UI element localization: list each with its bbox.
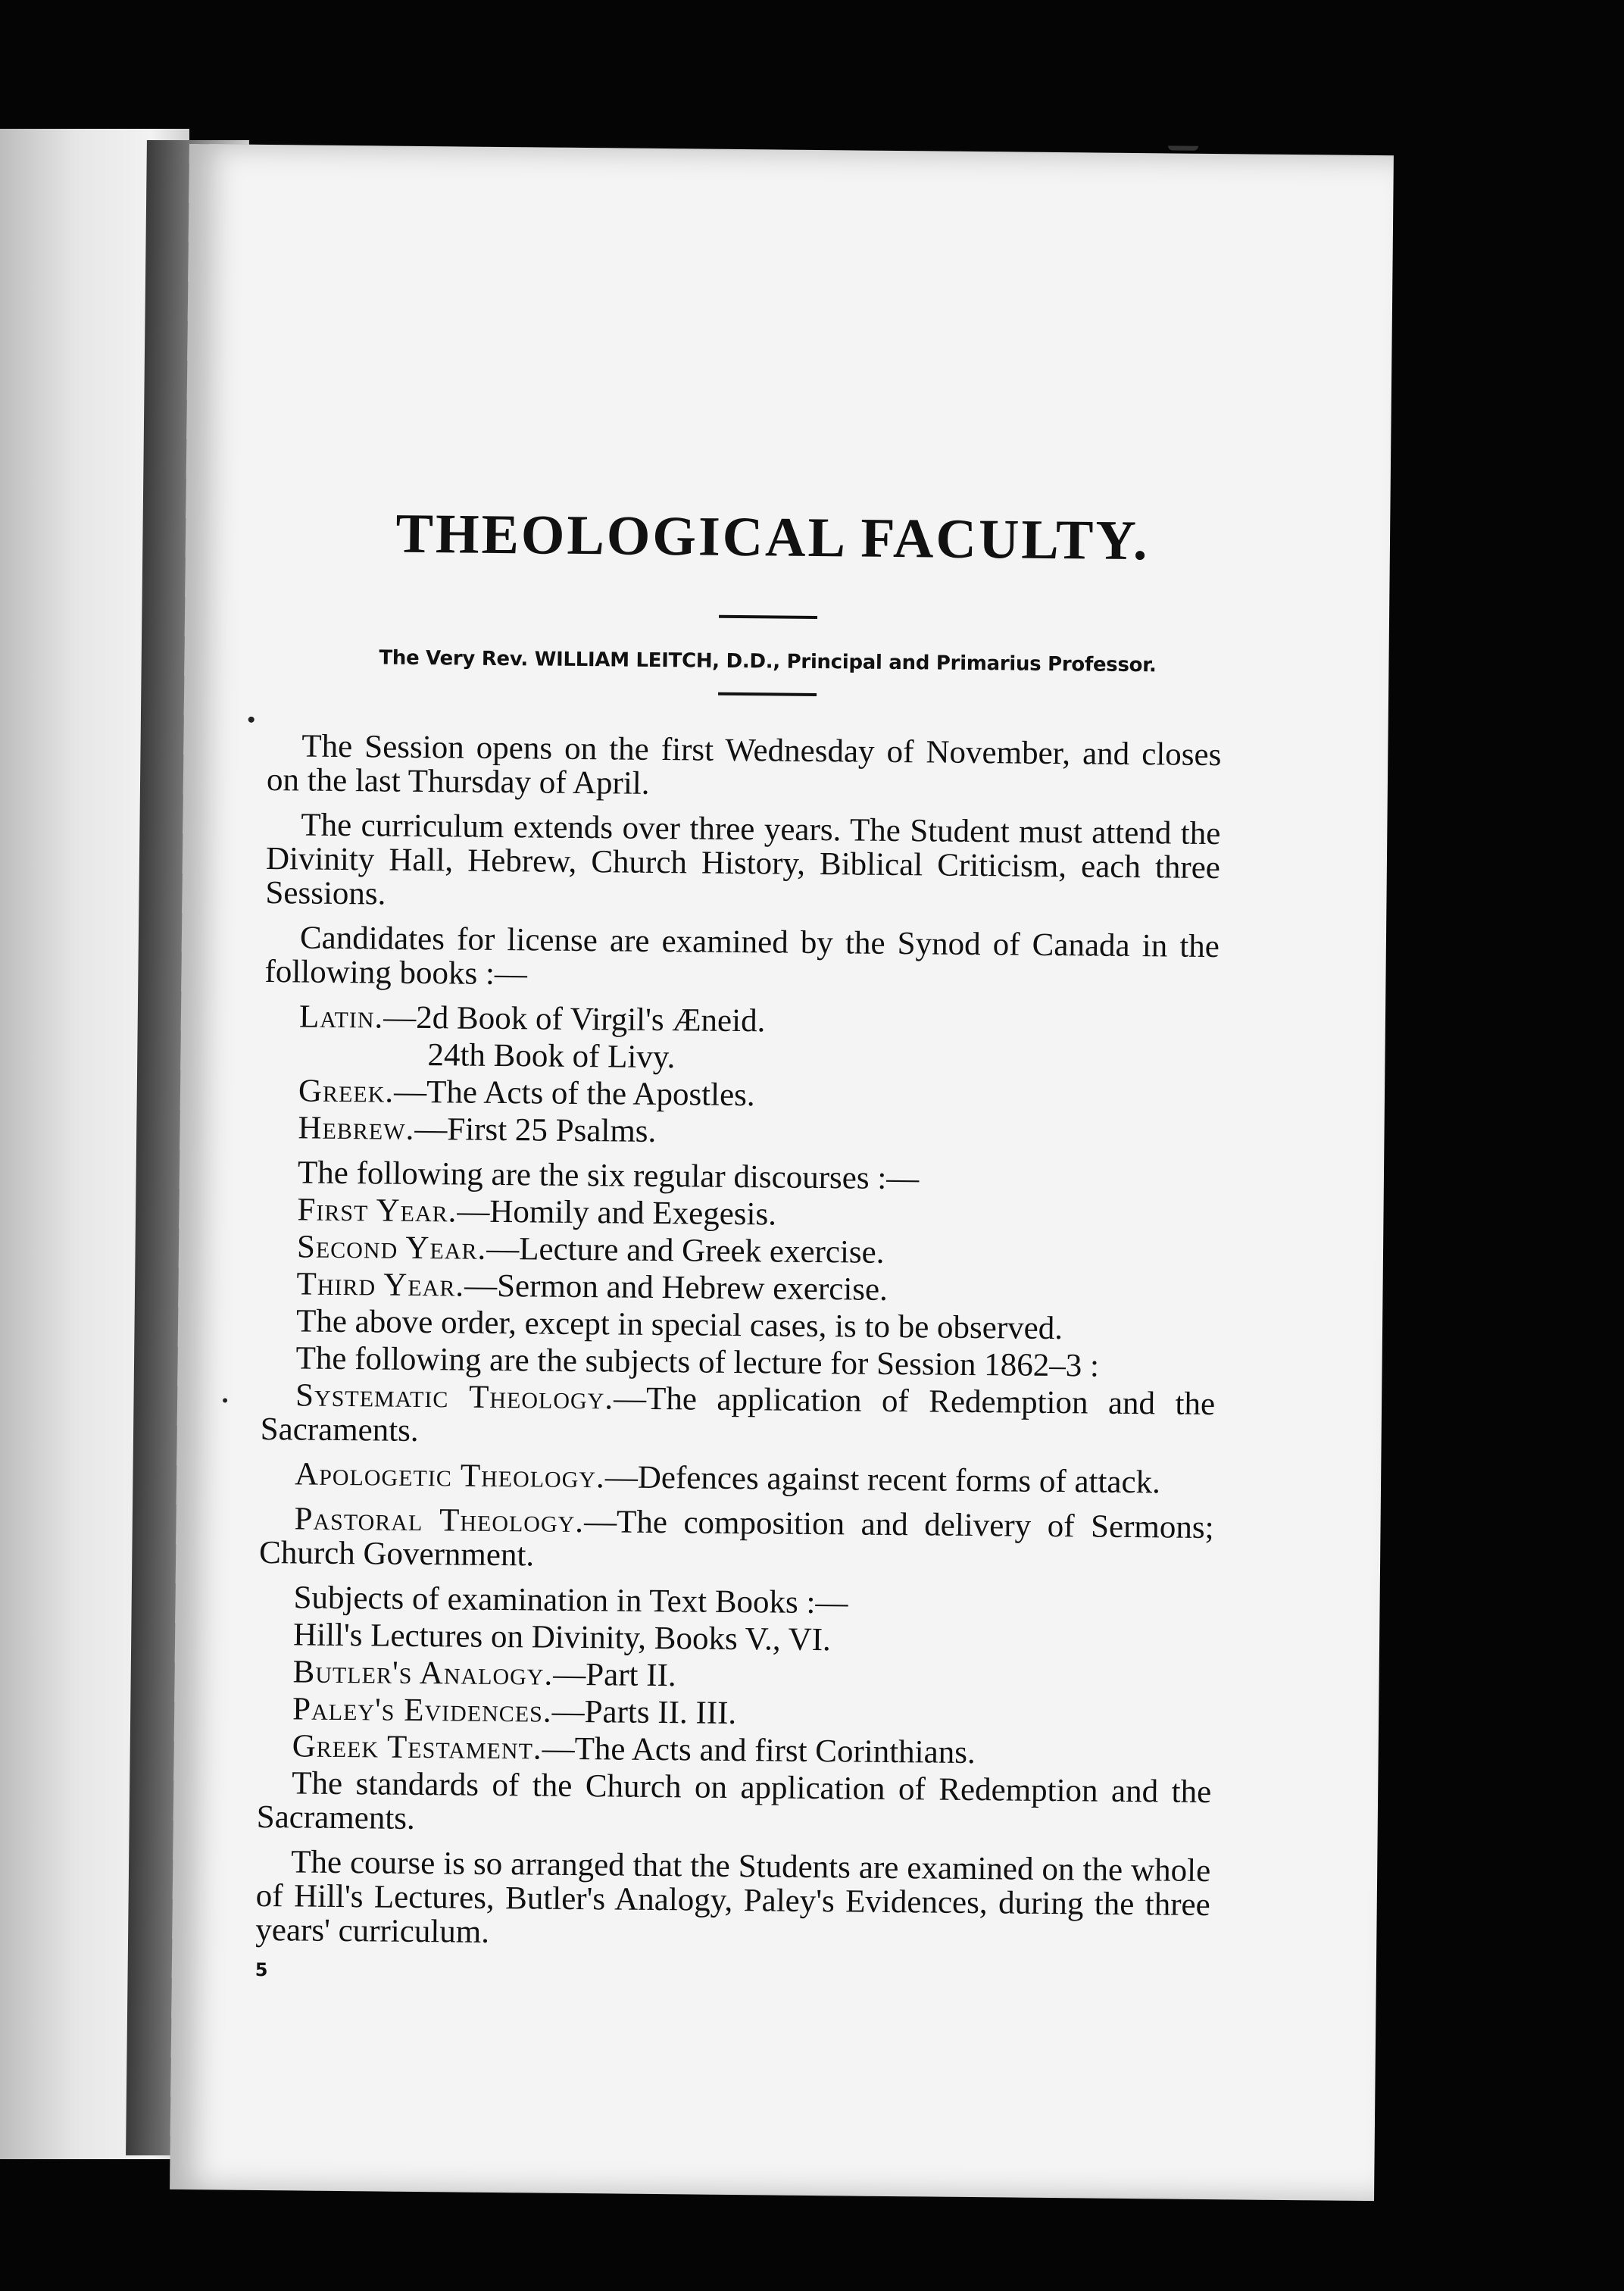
systematic-label: Systematic Theology. [295,1377,614,1417]
title-rule [719,615,817,619]
examination-intro: Subjects of examination in Text Books :— [293,1580,848,1621]
margin-speck [223,1398,227,1402]
margin-speck [1168,145,1198,150]
butler-text: —Part II. [553,1656,676,1694]
greek-testament-line [292,1729,1211,1772]
systematic-text: —The application of Redemption and the Sacraments. [260,1380,1216,1449]
apologetic-label: Apologetic Theology. [294,1456,606,1496]
third-year-label: Third Year. [296,1266,465,1304]
paley-line [292,1692,1212,1735]
greek-testament-label: Greek Testament. [292,1728,542,1767]
hill-line: Hill's Lectures on Divinity, Books V., VI. [292,1617,832,1658]
pastoral-label: Pastoral Theology. [294,1501,585,1540]
latin-label: Latin. [298,999,384,1036]
page-content [255,501,1224,1996]
margin-speck [248,717,255,723]
standards-paragraph: The standards of the Church on application of Redemption and the Sacraments. [256,1765,1212,1836]
third-year-text: —Sermon and Hebrew exercise. [464,1267,889,1308]
latin-line-2: 24th Book of Livy. [427,1037,676,1076]
subhead-rule [718,692,817,696]
hebrew-text: —First 25 Psalms. [414,1111,657,1149]
latin-text: —2d Book of Virgil's Æneid. [383,999,766,1039]
second-year-line [297,1230,1216,1273]
hebrew-label: Hebrew. [298,1110,415,1147]
curriculum-paragraph: The curriculum extends over three years. The Student must attend the Divinity Hall, Hebrew, Church History, Biblical Criticism, each three Sessions. [265,807,1221,912]
greek-text: —The Acts of the Apostles. [393,1074,755,1114]
second-year-label: Second Year. [296,1229,487,1267]
butler-label: Butler's Analogy. [292,1654,554,1692]
systematic-paragraph [261,1378,1216,1455]
book-page [170,144,1394,2201]
closing-paragraph: The course is so arranged that the Students are examined on the whole of Hill's Lectures, Butler's Analogy, Paley's Evidences, during the three years' curriculum. [255,1844,1211,1950]
second-year-text: —Lecture and Greek exercise. [486,1230,885,1271]
body-text [255,729,1222,1996]
butler-line [292,1655,1212,1698]
lectures-intro: The following are the subjects of lecture for Session 1862–3 : [295,1340,1100,1384]
hebrew-line [298,1111,1217,1154]
pastoral-text: —The composition and delivery of Sermons; Church Government. [258,1504,1214,1574]
signature-mark: 5 [255,1958,268,1981]
apologetic-text: —Defences against recent forms of attack. [604,1459,1161,1501]
third-year-line [296,1267,1216,1310]
first-year-text: —Homily and Exegesis. [457,1193,777,1233]
first-year-line [297,1192,1216,1236]
pastoral-paragraph [259,1502,1214,1579]
discourses-intro: The following are the six regular discourses :— [297,1155,920,1197]
session-paragraph: The Session opens on the first Wednesday of November, and closes on the last Thursday of April. [266,728,1222,802]
paley-label: Paley's Evidences. [292,1691,552,1730]
paley-text: —Parts II. III. [551,1693,737,1732]
apologetic-paragraph [260,1457,1214,1500]
latin-line [299,999,1219,1042]
principal-line: The Very Rev. WILLIAM LEITCH, D.D., Principal and Primarius Professor. [379,646,1157,677]
greek-line [298,1074,1218,1117]
order-note: The above order, except in special cases, is to be observed. [295,1303,1063,1347]
greek-testament-text: —The Acts and first Corinthians. [542,1730,976,1771]
candidates-paragraph: Candidates for license are examined by the Synod of Canada in the following books :— [264,920,1220,992]
page-title: THEOLOGICAL FACULTY. [395,502,1150,573]
first-year-label: First Year. [297,1192,458,1230]
greek-label: Greek. [298,1073,395,1110]
